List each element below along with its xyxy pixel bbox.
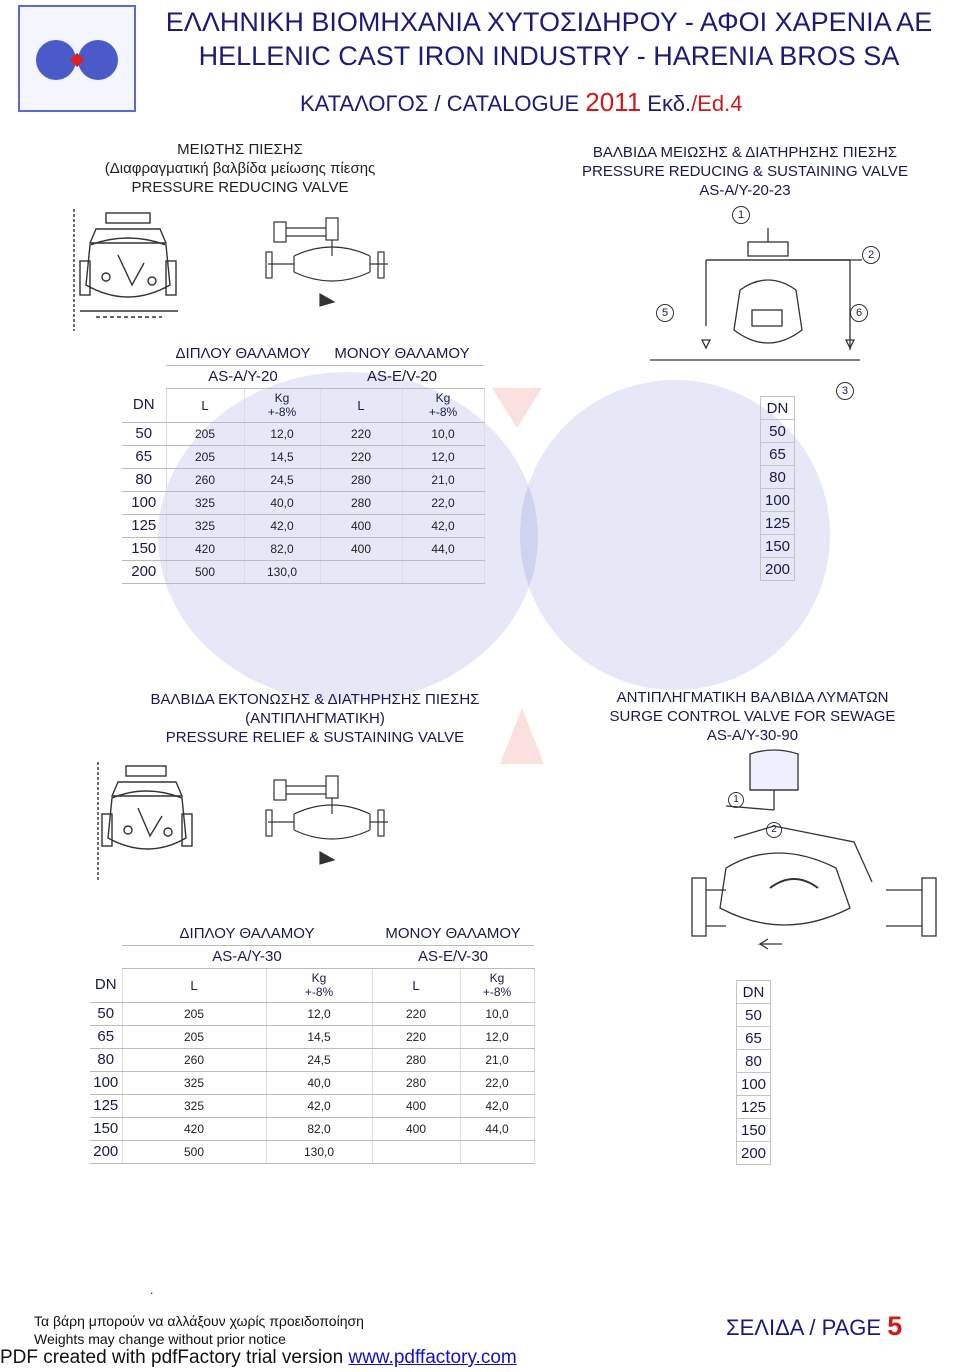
table-row: 80 260 24,5 280 21,0	[90, 1048, 534, 1071]
model-double: AS-A/Y-20	[166, 365, 320, 388]
valve-drawing-reducing	[66, 205, 194, 335]
col-length: L	[320, 388, 402, 422]
dn-list-surge-sewage	[736, 980, 771, 1165]
table-row: 65 205 14,5 220 12,0	[90, 1025, 534, 1048]
col-weight-label: Kg	[489, 971, 505, 985]
valve-schematic-reducing	[264, 212, 392, 308]
col-weight-tol: +-8%	[304, 985, 334, 999]
catalog-year: 2011	[585, 87, 642, 117]
table-row: 200 500 130,0	[122, 560, 484, 583]
weights-note-english: Weights may change without prior notice	[34, 1331, 286, 1347]
col-weight-tol: +-8%	[428, 405, 458, 419]
dn-cell: 80	[737, 1050, 771, 1073]
page-label: ΣΕΛΙΔΑ / PAGE	[726, 1315, 888, 1340]
group-single-chamber: ΜΟΝΟΥ ΘΑΛΑΜΟΥ	[372, 922, 534, 945]
weights-note-greek: Τα βάρη μπορούν να αλλάξουν χωρίς προειδοποίηση	[34, 1313, 364, 1329]
spec-table-relief	[90, 922, 535, 1164]
pdf-credit-text: PDF created with pdfFactory trial version	[0, 1347, 349, 1368]
circuit-label-6: 6	[850, 304, 868, 322]
dn-cell: 150	[761, 535, 795, 558]
catalog-title	[300, 87, 742, 118]
table-row: 100 325 40,0 280 22,0	[90, 1071, 534, 1094]
col-dn: DN	[122, 388, 166, 422]
table-row: 125 325 42,0 400 42,0	[122, 514, 484, 537]
caption-line: ΒΑΛΒΙΔΑ ΕΚΤΟΝΩΣΗΣ & ΔΙΑΤΗΡΗΣΗΣ ΠΙΕΣΗΣ	[150, 691, 480, 708]
table-row: 125 325 42,0 400 42,0	[90, 1094, 534, 1117]
dn-list-reducing-sustaining	[760, 396, 795, 581]
dn-cell: 125	[737, 1096, 771, 1119]
dn-cell: 50	[761, 420, 795, 443]
table-row: 80 260 24,5 280 21,0	[122, 468, 484, 491]
group-double-chamber: ΔΙΠΛΟΥ ΘΑΛΑΜΟΥ	[122, 922, 372, 945]
caption-line: AS-A/Y-30-90	[706, 727, 799, 744]
caption-pressure-reducing	[60, 140, 420, 197]
dn-cell: 100	[737, 1073, 771, 1096]
dn-cell: 65	[737, 1027, 771, 1050]
col-weight-label: Kg	[274, 391, 290, 405]
dn-cell: 80	[761, 466, 795, 489]
dot-mark: .	[150, 1283, 154, 1297]
table-row: 50 205 12,0 220 10,0	[90, 1002, 534, 1025]
dn-cell: 50	[737, 1004, 771, 1027]
dn-cell: DN	[737, 981, 771, 1004]
sewage-label-2: 2	[766, 822, 782, 838]
col-length: L	[166, 388, 244, 422]
table-row: 150 420 82,0 400 44,0	[90, 1117, 534, 1140]
col-weight	[460, 968, 534, 1002]
col-dn: DN	[90, 968, 122, 1002]
dn-cell: DN	[761, 397, 795, 420]
page-number-value: 5	[887, 1311, 903, 1341]
table-row: 150 420 82,0 400 44,0	[122, 537, 484, 560]
caption-line: PRESSURE RELIEF & SUSTAINING VALVE	[165, 729, 465, 746]
col-length: L	[122, 968, 266, 1002]
circuit-label-2: 2	[862, 246, 880, 264]
watermark-red-top	[492, 388, 542, 428]
caption-line: SURGE CONTROL VALVE FOR SEWAGE	[609, 708, 896, 725]
table-row: 50 205 12,0 220 10,0	[122, 422, 484, 445]
model-double: AS-A/Y-30	[122, 945, 372, 968]
caption-line: ΑΝΤΙΠΛΗΓΜΑΤΙΚΗ ΒΑΛΒΙΔΑ ΛΥΜΑΤΩΝ	[616, 689, 889, 706]
dn-cell: 65	[761, 443, 795, 466]
dn-cell: 100	[761, 489, 795, 512]
table-row: 200 500 130,0	[90, 1140, 534, 1163]
caption-line: ΒΑΛΒΙΔΑ ΜΕΙΩΣΗΣ & ΔΙΑΤΗΡΗΣΗΣ ΠΙΕΣΗΣ	[592, 144, 898, 161]
caption-reducing-sustaining	[540, 143, 950, 200]
valve-schematic-relief	[264, 770, 392, 866]
table-row: 100 325 40,0 280 22,0	[122, 491, 484, 514]
company-logo-icon	[18, 5, 136, 112]
catalog-label: ΚΑΤΑΛΟΓΟΣ / CATALOGUE	[300, 91, 586, 116]
pdf-credit	[0, 1347, 517, 1369]
table-row: 65 205 14,5 220 12,0	[122, 445, 484, 468]
spec-table-reducing	[122, 342, 485, 584]
circuit-label-5: 5	[656, 304, 674, 322]
col-weight-label: Kg	[311, 971, 327, 985]
sewage-label-1: 1	[728, 792, 744, 808]
model-single: AS-E/V-20	[320, 365, 484, 388]
caption-line: ΜΕΙΩΤΗΣ ΠΙΕΣΗΣ	[177, 141, 303, 158]
caption-surge-control	[565, 688, 940, 745]
col-weight-tol: +-8%	[267, 405, 297, 419]
circuit-label-1: 1	[732, 206, 750, 224]
col-weight	[266, 968, 372, 1002]
page-number	[726, 1311, 902, 1342]
group-double-chamber: ΔΙΠΛΟΥ ΘΑΛΑΜΟΥ	[166, 342, 320, 365]
caption-relief-sustaining	[110, 690, 520, 747]
col-length: L	[372, 968, 460, 1002]
dn-cell: 200	[737, 1142, 771, 1165]
col-weight-label: Kg	[435, 391, 451, 405]
dn-cell: 150	[737, 1119, 771, 1142]
dn-cell: 200	[761, 558, 795, 581]
pdffactory-link[interactable]: www.pdffactory.com	[348, 1347, 517, 1368]
company-name-english: HELLENIC CAST IRON INDUSTRY - HARENIA BROS SA	[198, 41, 900, 71]
col-weight	[402, 388, 484, 422]
caption-line: PRESSURE REDUCING & SUSTAINING VALVE	[582, 163, 908, 180]
valve-drawing-relief	[92, 760, 204, 886]
caption-line: (ΑΝΤΙΠΛΗΓΜΑΤΙΚΗ)	[245, 710, 385, 727]
caption-line: AS-A/Y-20-23	[699, 182, 791, 199]
model-single: AS-E/V-30	[372, 945, 534, 968]
edition-prefix: Εκδ.	[641, 91, 692, 116]
col-weight	[244, 388, 320, 422]
circuit-label-3: 3	[836, 382, 854, 400]
valve-drawing-surge-sewage	[686, 748, 942, 960]
caption-line: PRESSURE REDUCING VALVE	[131, 179, 349, 196]
valve-circuit-reducing-sustaining	[650, 200, 875, 397]
group-single-chamber: ΜΟΝΟΥ ΘΑΛΑΜΟΥ	[320, 342, 484, 365]
caption-line: (Διαφραγματική βαλβίδα μείωσης πίεσης	[104, 160, 376, 177]
company-name-greek: ΕΛΛΗΝΙΚΗ ΒΙΟΜΗΧΑΝΙΑ ΧΥΤΟΣΙΔΗΡΟΥ - ΑΦΟΙ ΧΑΡΕΝΙΑ ΑΕ	[165, 7, 933, 37]
col-weight-tol: +-8%	[482, 985, 512, 999]
edition-number: /Ed.4	[691, 91, 743, 116]
dn-cell: 125	[761, 512, 795, 535]
